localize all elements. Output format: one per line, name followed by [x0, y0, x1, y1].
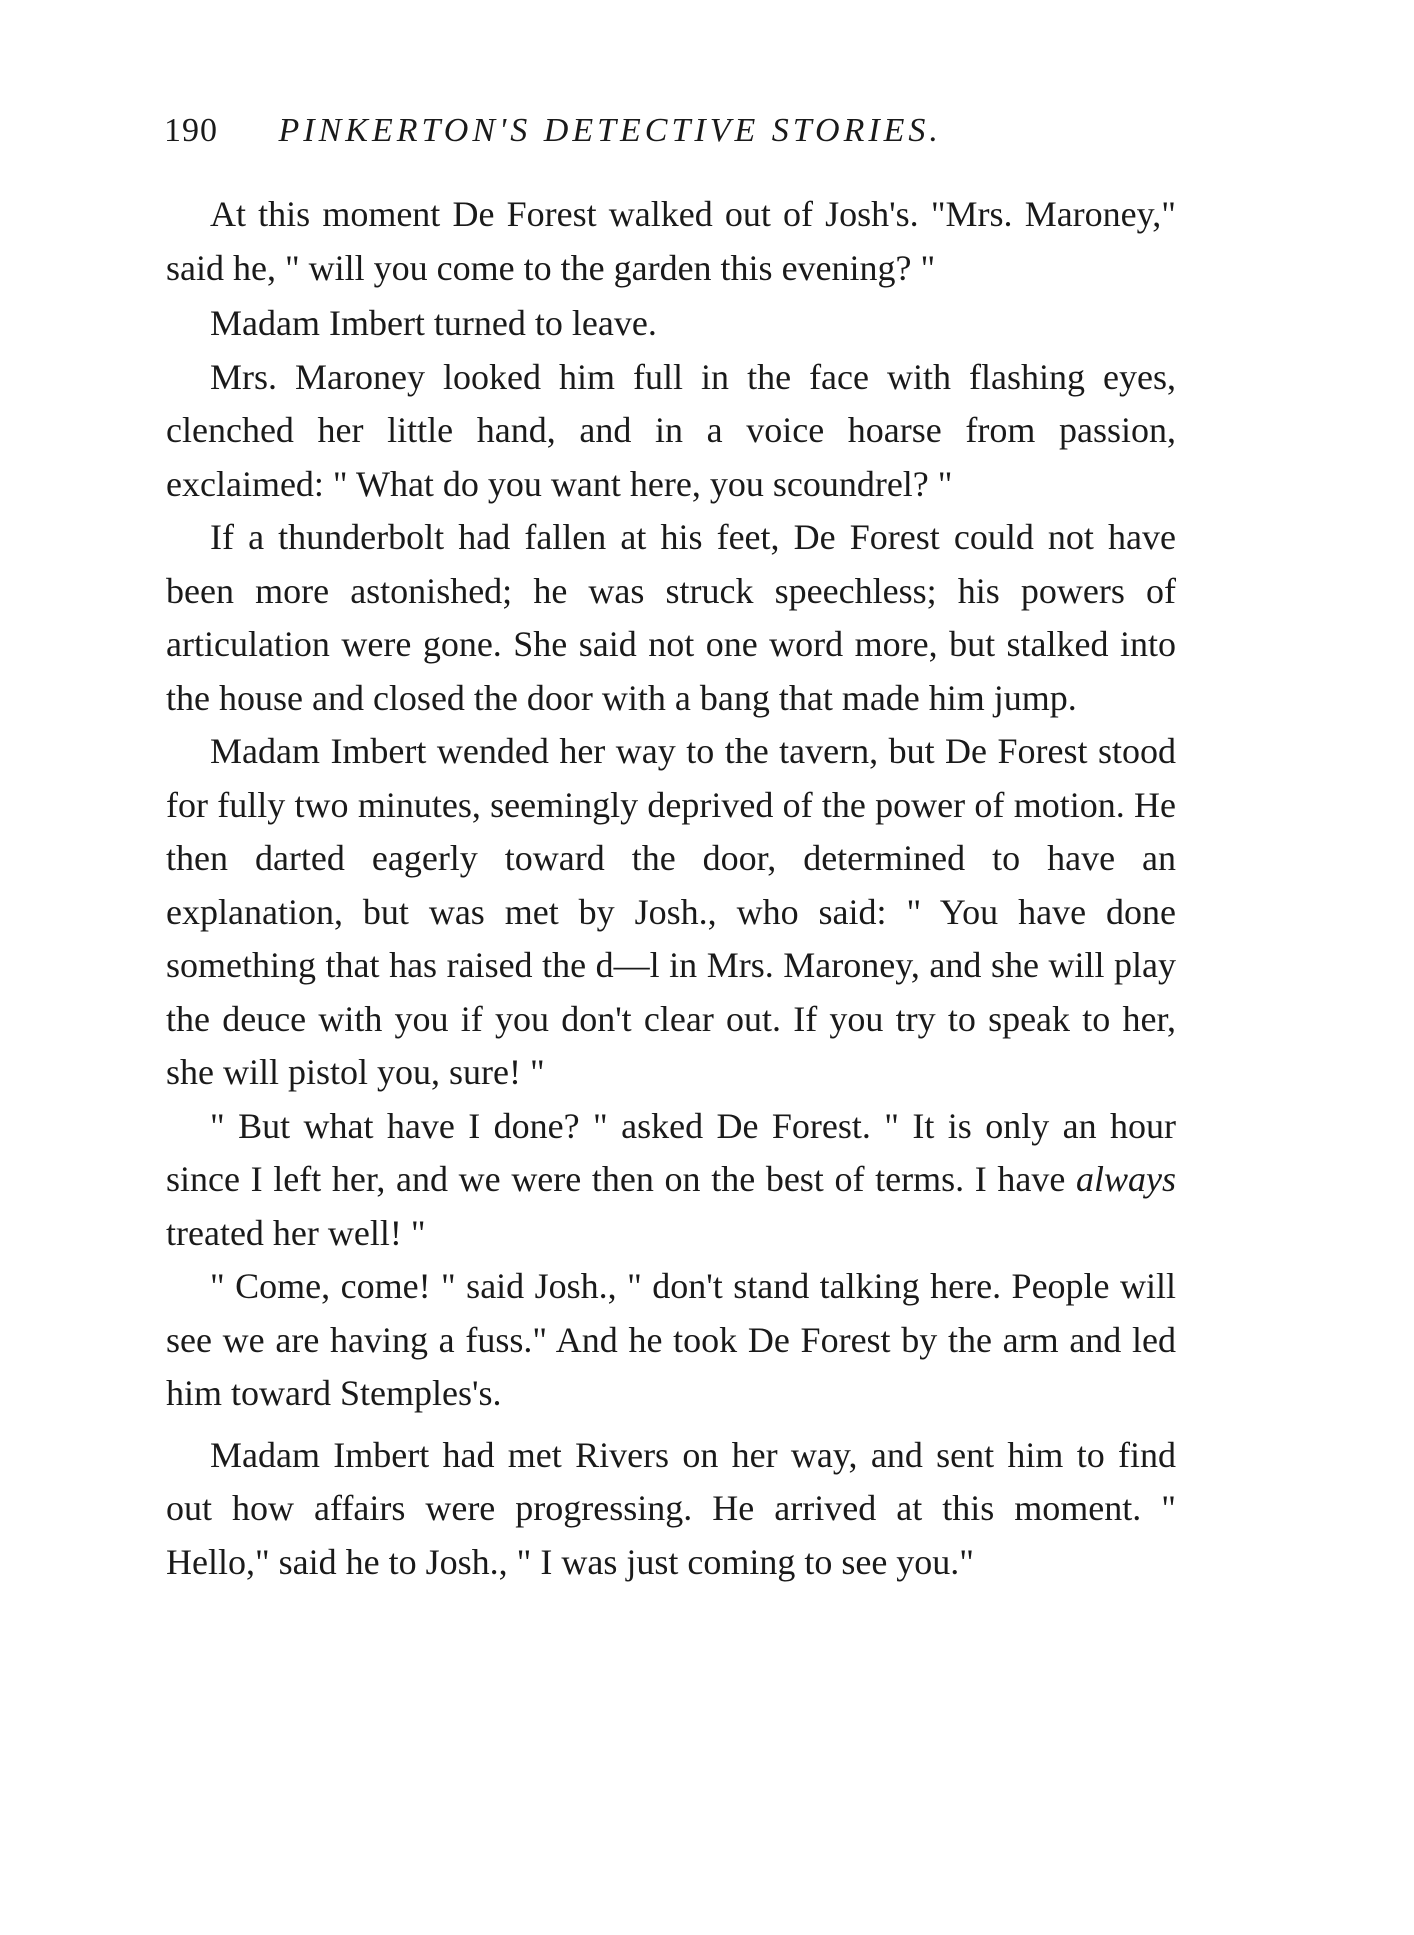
page-number: 190: [164, 112, 218, 149]
paragraph-text: treated her well! ": [166, 1212, 426, 1253]
paragraph-text: " But what have I done? " asked De Forest. " It is only an hour since I left her, and we were then on the best of terms. I have: [166, 1105, 1176, 1199]
paragraph: Madam Imbert wended her way to the tavern, but De Forest stood for fully two minutes, seemingly deprived of the power of motion. He then darted eagerly toward the door, determined to have an explanation, but was met by Josh., who said: " You have done something that has raised the d—l in Mrs. Maroney, and she will play the deuce with you if you don't clear out. If you try to speak to her, she will pistol you, sure! ": [166, 731, 1176, 1092]
paragraph: Madam Imbert had met Rivers on her way, and sent him to find out how affairs were progressing. He arrived at this moment. " Hello," said he to Josh., " I was just coming to see you.": [166, 1434, 1176, 1582]
paragraph: [166, 1100, 1176, 1261]
paragraph: Madam Imbert turned to leave.: [210, 303, 657, 343]
body-text: [166, 188, 1176, 1589]
paragraph: Mrs. Maroney looked him full in the face with flashing eyes, clenched her little hand, and in a voice hoarse from passion, exclaimed: " What do you want here, you scoundrel? ": [166, 356, 1176, 504]
paragraph: If a thunderbolt had fallen at his feet, De Forest could not have been more astonished; he was struck speechless; his powers of articulation were gone. She said not one word more, but stalked into the house and closed the door with a bang that made him jump.: [166, 517, 1176, 718]
running-title: PINKERTON'S DETECTIVE STORIES.: [278, 112, 942, 149]
running-head: [164, 112, 1064, 152]
emphasized-word: always: [1075, 1159, 1176, 1199]
paragraph: At this moment De Forest walked out of Josh's. "Mrs. Maroney," said he, " will you come to the garden this evening? ": [166, 194, 1176, 288]
paragraph: " Come, come! " said Josh., " don't stand talking here. People will see we are having a fuss." And he took De Forest by the arm and led him toward Stemples's.: [166, 1266, 1176, 1413]
